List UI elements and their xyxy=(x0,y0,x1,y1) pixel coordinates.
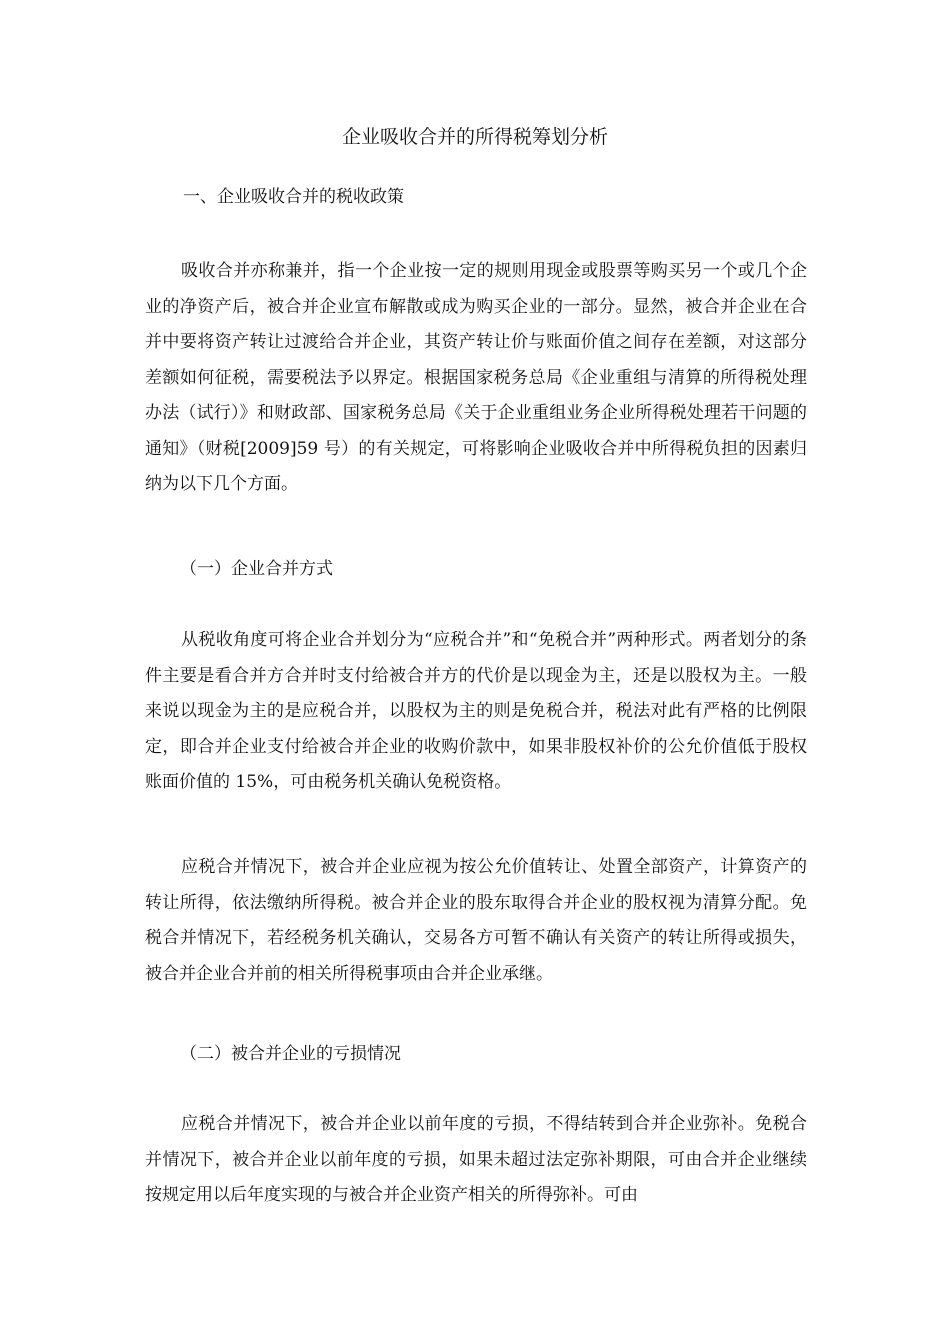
paragraph-taxable-merger-treatment: 应税合并情况下，被合并企业应视为按公允价值转让、处置全部资产，计算资产的转让所得，依法缴纳所得税。被合并企业的股东取得合并企业的股权视为清算分配。免税合并情况下，若经税务机关确认，交易各方可暂不确认有关资产的转让所得或损失，被合并企业合并前的相关所得税事项由合并企业承继。 xyxy=(145,857,807,984)
paragraph-taxable-vs-tax-free: 从税收角度可将企业合并划分为“应税合并”和“免税合并”两种形式。两者划分的条件主要是看合并方合并时支付给被合并方的代价是以现金为主，还是以股权为主。一般来说以现金为主的是应税合并，以股权为主的则是免税合并，税法对此有严格的比例限定，即合并企业支付给被合并企业的收购价款中，如果非股权补价的公允价值低于股权账面价值的 15%，可由税务机关确认免税资格。 xyxy=(145,630,807,792)
subsection-heading-merger-method: （一）企业合并方式 xyxy=(180,559,333,579)
paragraph-merger-definition: 吸收合并亦称兼并，指一个企业按一定的规则用现金或股票等购买另一个或几个企业的净资产后，被合并企业宣布解散或成为购买企业的一部分。显然，被合并企业在合并中要将资产转让过渡给合并企业，其资产转让价与账面价值之间存在差额，对这部分差额如何征税，需要税法予以界定。根据国家税务总局《企业重组与清算的所得税处理办法（试行）》和财政部、国家税务总局《关于企业重组业务企业所得税处理若干问题的通知》（财税[2009]59 号）的有关规定，可将影响企业吸收合并中所得税负担的因素归纳为以下几个方面。 xyxy=(145,261,807,494)
subsection-heading-loss-situation: （二）被合并企业的亏损情况 xyxy=(180,1044,401,1064)
paragraph-loss-carryforward: 应税合并情况下，被合并企业以前年度的亏损，不得结转到合并企业弥补。免税合并情况下，被合并企业以前年度的亏损，如果未超过法定弥补期限，可由合并企业继续按规定用以后年度实现的与被合并企业资产相关的所得弥补。可由 xyxy=(145,1114,807,1205)
document-title: 企业吸收合并的所得税筹划分析 xyxy=(341,126,608,148)
section-heading-tax-policy: 一、企业吸收合并的税收政策 xyxy=(183,187,404,207)
